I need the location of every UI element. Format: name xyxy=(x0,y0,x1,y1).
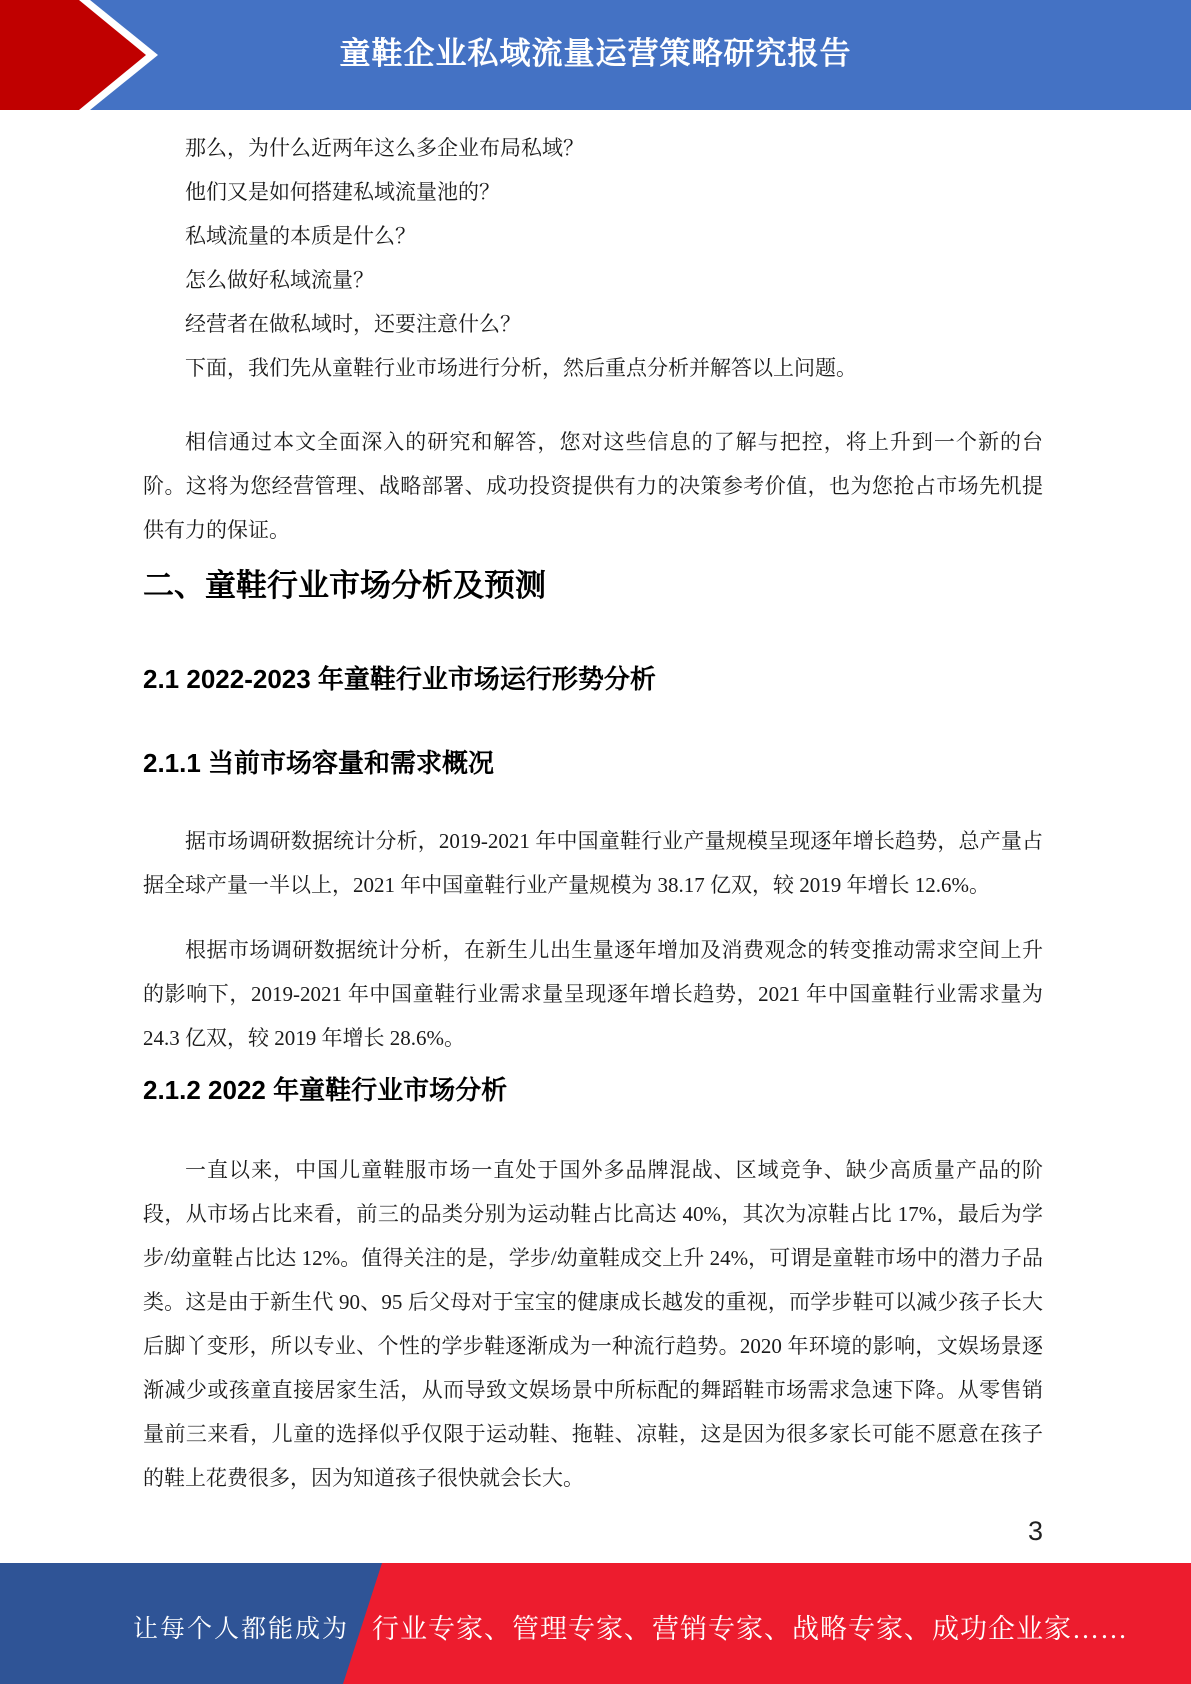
footer-banner xyxy=(0,1563,1191,1684)
subsection-heading-2-1: 2.1 2022-2023 年童鞋行业市场运行形势分析 xyxy=(143,664,656,694)
document-body xyxy=(143,110,1043,1547)
subsection-heading-2-1-1: 2.1.1 当前市场容量和需求概况 xyxy=(143,748,495,778)
report-title: 童鞋企业私域流量运营策略研究报告 xyxy=(339,36,852,71)
body-paragraph: 据市场调研数据统计分析，2019-2021 年中国童鞋行业产量规模呈现逐年增长趋势，总产量占据全球产量一半以上，2021 年中国童鞋行业产量规模为 38.17 亿双，较 2019 年增长 12.6%。 xyxy=(143,829,1043,897)
question-line: 怎么做好私域流量？ xyxy=(185,268,374,292)
body-paragraph: 根据市场调研数据统计分析，在新生儿出生量逐年增加及消费观念的转变推动需求空间上升的影响下，2019-2021 年中国童鞋行业需求量呈现逐年增长趋势，2021 年中国童鞋行业需求量为 24.3 亿双，较 2019 年增长 28.6%。 xyxy=(143,938,1043,1050)
question-line: 经营者在做私域时，还要注意什么？ xyxy=(185,312,521,336)
section-heading-2: 二、童鞋行业市场分析及预测 xyxy=(143,568,546,603)
body-paragraph: 一直以来，中国儿童鞋服市场一直处于国外多品牌混战、区域竞争、缺少高质量产品的阶段，从市场占比来看，前三的品类分别为运动鞋占比高达 40%，其次为凉鞋占比 17%，最后为学步/幼童鞋占比达 12%。值得关注的是，学步/幼童鞋成交上升 24%，可谓是童鞋市场中的潜力子品类。这是由于新生代 90、95 后父母对于宝宝的健康成长越发的重视，而学步鞋可以减少孩子长大后脚丫变形，所以专业、个性的学步鞋逐渐成为一种流行趋势。2020 年环境的影响，文娱场景逐渐减少或孩童直接居家生活，从而导致文娱场景中所标配的舞蹈鞋市场需求急速下降。从零售销量前三来看，儿童的选择似乎仅限于运动鞋、拖鞋、凉鞋，这是因为很多家长可能不愿意在孩子的鞋上花费很多，因为知道孩子很快就会长大。 xyxy=(143,1158,1043,1490)
intro-paragraph: 相信通过本文全面深入的研究和解答，您对这些信息的了解与把控，将上升到一个新的台阶。这将为您经营管理、战略部署、成功投资提供有力的决策参考价值，也为您抢占市场先机提供有力的保证。 xyxy=(143,430,1043,542)
header-banner xyxy=(0,0,1191,110)
question-line: 他们又是如何搭建私域流量池的？ xyxy=(185,180,500,204)
page-number: 3 xyxy=(1027,1516,1043,1546)
question-line: 那么，为什么近两年这么多企业布局私域？ xyxy=(185,136,584,160)
footer-slogan-left: 让每个人都能成为 xyxy=(133,1616,350,1643)
subsection-heading-2-1-2: 2.1.2 2022 年童鞋行业市场分析 xyxy=(143,1075,508,1105)
footer-slogan-right: 行业专家、管理专家、营销专家、战略专家、成功企业家…… xyxy=(372,1614,1128,1644)
question-line: 私域流量的本质是什么？ xyxy=(185,224,416,248)
intro-paragraph: 下面，我们先从童鞋行业市场进行分析，然后重点分析并解答以上问题。 xyxy=(185,356,857,380)
